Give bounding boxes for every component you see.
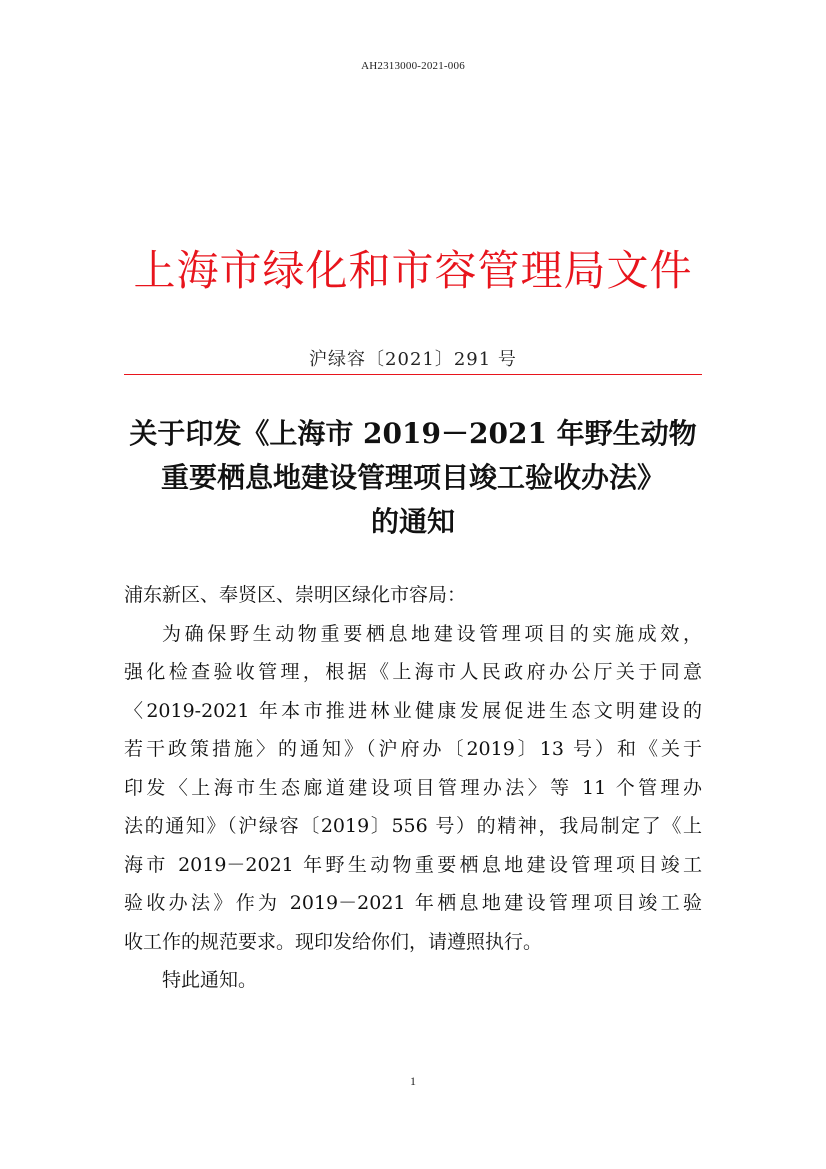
closing-remark: 特此通知。 xyxy=(162,969,258,991)
title-line: 重要栖息地建设管理项目竣工验收办法》 xyxy=(160,461,665,494)
paragraph-line: 若干政策措施〉的通知》（沪府办〔2019〕13 号）和《关于 xyxy=(124,738,702,760)
title-line: 关于印发《上海市 2019－2021 年野生动物 xyxy=(129,417,697,450)
paragraph-line: 印发〈上海市生态廊道建设项目管理办法〉等 11 个管理办 xyxy=(124,776,702,799)
paragraph-line: 海市 2019－2021 年野生动物重要栖息地建设管理项目竣工 xyxy=(124,853,702,876)
paragraph-line: 收工作的规范要求。现印发给你们，请遵照执行。 xyxy=(124,930,543,953)
paragraph-line: 法的通知》（沪绿容〔2019〕556 号）的精神，我局制定了《上 xyxy=(124,815,702,837)
paragraph-line: 〈2019-2021 年本市推进林业健康发展促进生态文明建设的 xyxy=(124,699,702,722)
paragraph-line: 验收办法》作为 2019－2021 年栖息地建设管理项目竣工验 xyxy=(124,892,702,914)
title-line: 的通知 xyxy=(370,505,455,538)
addressee: 浦东新区、奉贤区、崇明区绿化市容局： xyxy=(124,584,467,606)
notice-title xyxy=(110,412,716,544)
notice-body xyxy=(124,576,702,1000)
document-code: AH2313000-2021-006 xyxy=(361,60,465,72)
document-number: 沪绿容〔2021〕291 号 xyxy=(309,349,517,370)
letterhead-divider xyxy=(124,374,702,375)
paragraph-line: 为确保野生动物重要栖息地建设管理项目的实施成效， xyxy=(162,622,702,645)
paragraph-line: 强化检查验收管理，根据《上海市人民政府办公厅关于同意 xyxy=(124,661,702,683)
issuer-heading: 上海市绿化和市容管理局文件 xyxy=(133,246,693,295)
page-number: 1 xyxy=(410,1074,416,1088)
